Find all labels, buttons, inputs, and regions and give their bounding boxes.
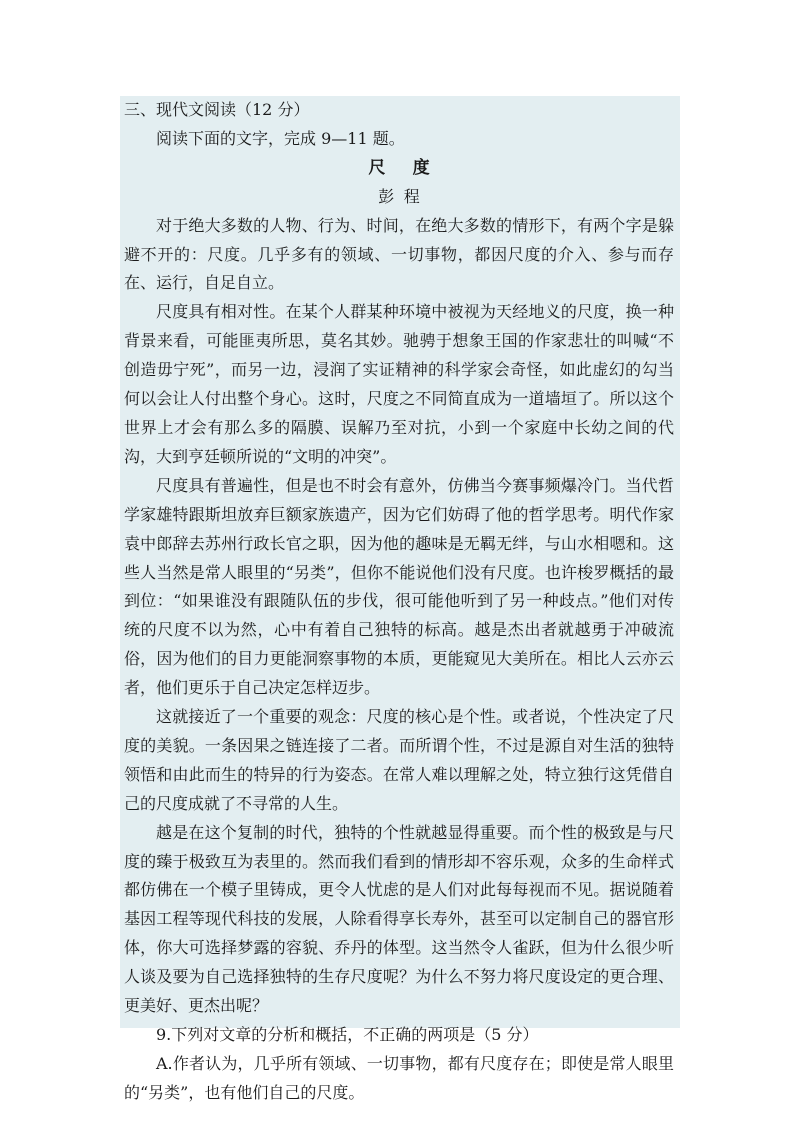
question-option-a: A.作者认为，几乎所有领域、一切事物，都有尺度存在；即使是常人眼里的“另类”，也有他们自己的尺度。 bbox=[124, 1053, 674, 1102]
section-heading: 三、现代文阅读（12 分） bbox=[124, 100, 310, 119]
paragraph: 尺度具有相对性。在某个人群某种环境中被视为天经地义的尺度，换一种背景来看，可能匪夷所思，莫名其妙。驰骋于想象王国的作家悲壮的叫喊“不创造毋宁死”，而另一边，浸润了实证精神的科学家会奇怪，如此虚幻的勾当何以会让人付出整个身心。这时，尺度之不同简直成为一道墙垣了。所以这个世界上才会有那么多的隔膜、误解乃至对抗，小到一个家庭中长幼之间的代沟，大到亨廷顿所说的“文明的冲突”。 bbox=[124, 302, 674, 466]
paragraph: 越是在这个复制的时代，独特的个性就越显得重要。而个性的极致是与尺度的臻于极致互为表里的。然而我们看到的情形却不容乐观，众多的生命样式都仿佛在一个模子里铸成，更令人忧虑的是人们对此每每视而不见。据说随着基因工程等现代科技的发展，人除看得享长寿外，甚至可以定制自己的器官形体，你大可选择梦露的容貌、乔丹的体型。这当然令人雀跃，但为什么很少听人谈及要为自己选择独特的生存尺度呢？为什么不努力将尺度设定的更合理、更美好、更杰出呢？ bbox=[124, 822, 674, 1016]
reading-passage bbox=[124, 96, 674, 1108]
question-stem: 9.下列对文章的分析和概括，不正确的两项是（5 分） bbox=[156, 1025, 539, 1044]
article-author: 彭程 bbox=[378, 186, 430, 206]
article-title: 尺度 bbox=[368, 157, 457, 178]
paragraph: 尺度具有普遍性，但是也不时会有意外，仿佛当今赛事频爆冷门。当代哲学家雄特跟斯坦放弃巨额家族遗产，因为它们妨碍了他的哲学思考。明代作家袁中郎辞去苏州行政长官之职，因为他的趣味是无羁无绊，与山水相嗯和。这些人当然是常人眼里的“另类”，但你不能说他们没有尺度。也许梭罗概括的最到位：“如果谁没有跟随队伍的步伐，很可能他听到了另一种歧点。”他们对传统的尺度不以为然，心中有着自己独特的标高。越是杰出者就越勇于冲破流俗，因为他们的目力更能洞察事物的本质，更能窥见大美所在。相比人云亦云者，他们更乐于自己决定怎样迈步。 bbox=[124, 475, 674, 698]
paragraph: 对于绝大多数的人物、行为、时间，在绝大多数的情形下，有两个字是躲避不开的：尺度。几乎多有的领域、一切事物，都因尺度的介入、参与而存在、运行，自足自立。 bbox=[124, 215, 674, 293]
paragraph: 这就接近了一个重要的观念：尺度的核心是个性。或者说，个性决定了尺度的美貌。一条因果之链连接了二者。而所谓个性，不过是源自对生活的独特领悟和由此而生的特异的行为姿态。在常人难以理解之处，特立独行这凭借自己的尺度成就了不寻常的人生。 bbox=[124, 707, 674, 813]
instruction: 阅读下面的文字，完成 9—11 题。 bbox=[156, 128, 405, 148]
